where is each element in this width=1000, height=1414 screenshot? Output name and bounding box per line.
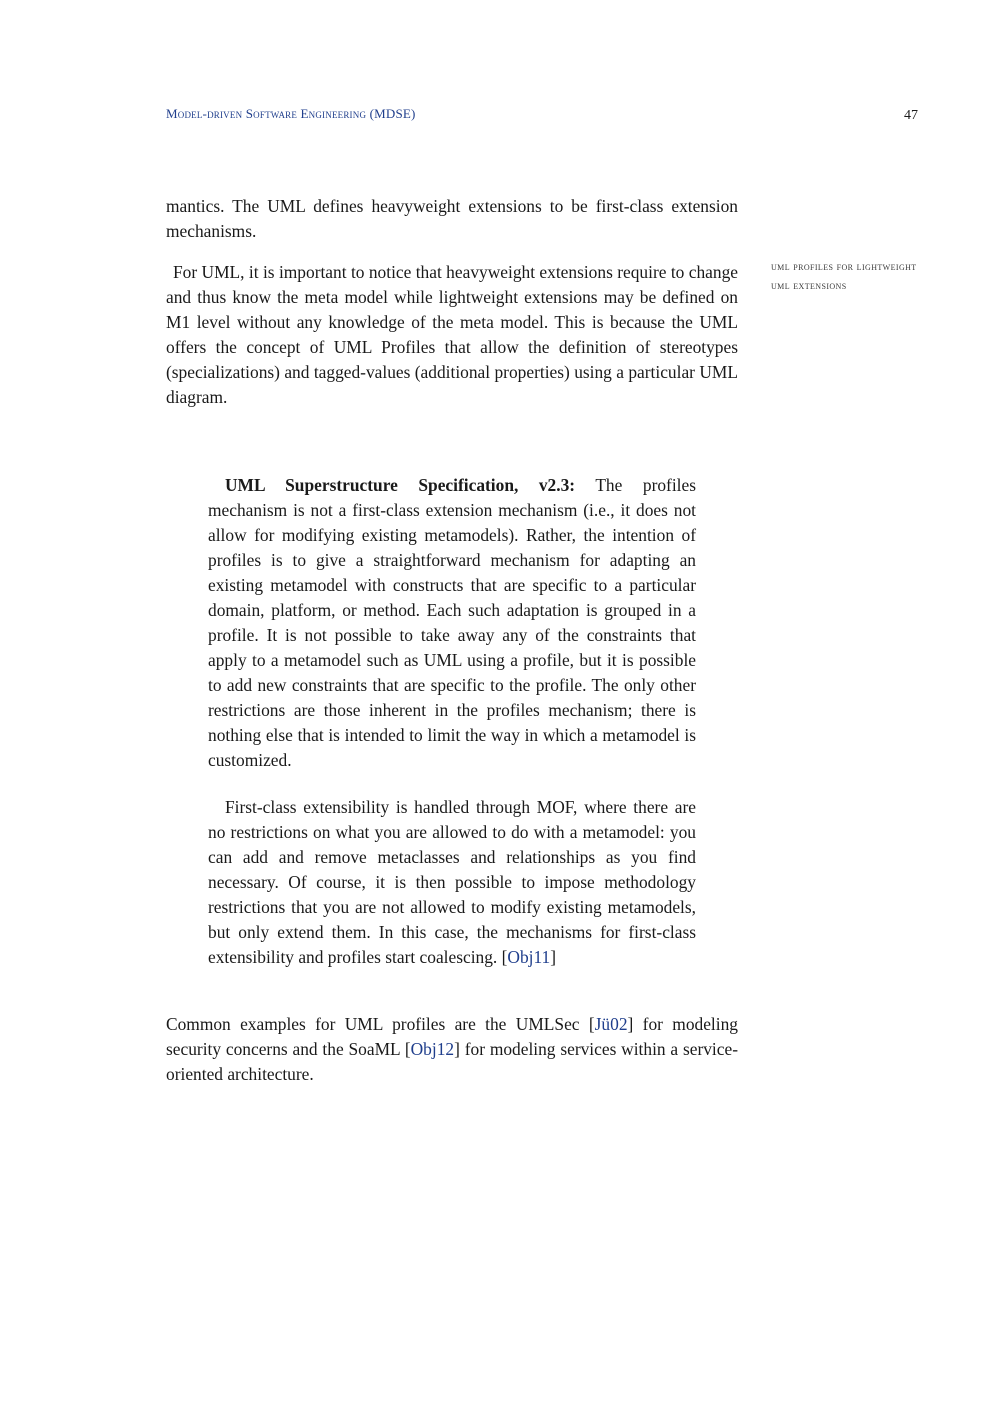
quote-text-1: The profiles mechanism is not a first-class extension mechanism (i.e., it does not allow for modifying existing metamodels). Rather, the intention of profiles is to give a straightforward mechanism for adapting an existing metamodel with constructs that are specific to a particular domain, platform, or method. Each such adaptation is grouped in a profile. It is not possible to take away any of the constraints that apply to a metamodel such as UML using a profile, but it is possible to add new constraints that are specific to the profile. The only other restrictions are those inherent in the profiles mechanism; there is nothing else that is intended to limit the way in which a metamodel is customized. [208,475,696,770]
citation-link-ju02[interactable]: Jü02 [594,1014,628,1034]
paragraph-uml-profiles: For UML, it is important to notice that heavyweight extensions require to change and thus know the meta model while lightweight extensions may be defined on M1 level without any knowledge of the meta model. This is because the UML offers the concept of UML Profiles that allow the definition of stereotypes (specializations) and tagged-values (additional properties) using a particular UML diagram. [166,262,738,407]
running-header: Model-driven Software Engineering (MDSE) [166,106,416,121]
quote-text-2: First-class extensibility is handled through MOF, where there are no restrictions on what you are allowed to do with a metamodel: you can add and remove metaclasses and relationships as you find necessary. Of course, it is then possible to impose methodology restrictions that you are not allowed to modify existing metamodels, but only extend them. In this case, the mechanisms for first-class extensibility and profiles start coalescing. [208,797,696,967]
examples-text-2: ] for modeling security concerns and the SoaML [ [166,1014,738,1059]
citation-bracket-open: [ [497,947,508,967]
examples-text-1: Common examples for UML profiles are the UMLSec [ [166,1014,595,1034]
examples-text-3: ] for modeling services within a service-oriented architecture. [166,1039,738,1084]
citation-link-obj11[interactable]: Obj11 [507,947,551,967]
quote-paragraph-1 [208,473,696,773]
margin-note: uml profiles for lightweight uml extensions [771,261,917,292]
citation-bracket-close: ] [550,947,557,967]
paragraph-examples [166,1012,738,1087]
paragraph-intro: mantics. The UML defines heavyweight extensions to be first-class extension mechanisms. [166,196,738,241]
quote-source-lead: UML Superstructure Specification, v2.3: [225,475,576,495]
citation-link-obj12[interactable]: Obj12 [410,1039,455,1059]
quote-paragraph-2 [208,795,696,970]
page-number: 47 [904,108,918,123]
